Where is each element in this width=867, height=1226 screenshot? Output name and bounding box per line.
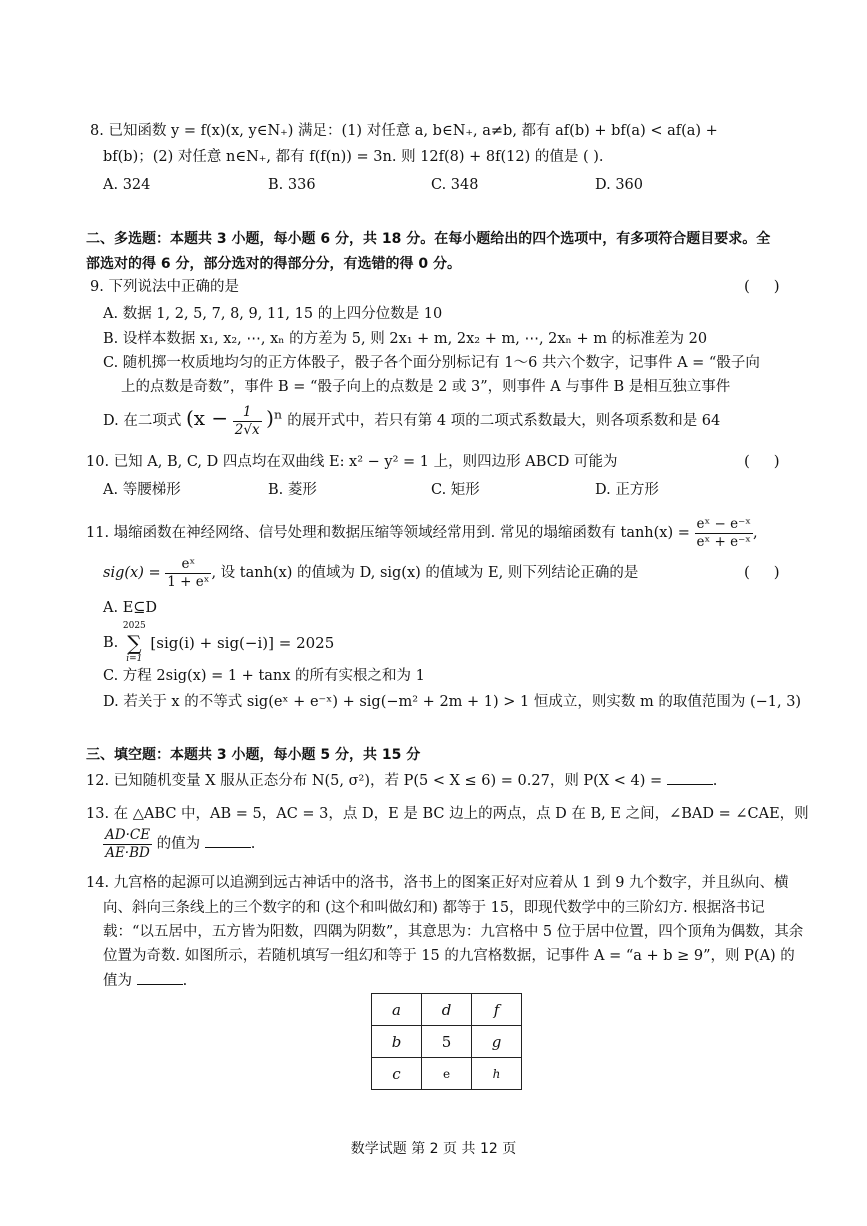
q11-option-d: D. 若关于 x 的不等式 sig(eˣ + e⁻ˣ) + sig(−m² + 2m + 1) > 1 恒成立，则实数 m 的取值范围为 (−1, 3) <box>103 694 802 710</box>
q12-text: 12. 已知随机变量 X 服从正态分布 N(5, σ²)，若 P(5 < X ≤ 6) = 0.27，则 P(X < 4) = <box>86 773 663 789</box>
q11-option-a: A. E⊆D <box>103 600 158 616</box>
q14-answer-blank[interactable] <box>137 970 183 985</box>
q13-fraction <box>103 827 152 862</box>
page-footer: 数学试题 第 2 页 共 12 页 <box>350 1141 517 1157</box>
q11-b-expression: [sig(i) + sig(−i)] = 2025 <box>150 634 335 652</box>
q9-d-prefix: D. 在二项式 <box>103 413 182 429</box>
q10-answer-paren: ( ) <box>744 452 780 470</box>
grid-cell: b <box>372 1026 422 1058</box>
q11-option-b <box>103 620 334 666</box>
q14-line3: 载：“以五居中，五方皆为阳数，四隅为阴数”，其意思为：九宫格中 5 位于居中位置，四个顶角为偶数，其余 <box>103 924 804 940</box>
q11-line1 <box>86 514 758 552</box>
grid-row <box>372 1058 522 1090</box>
grid-row <box>372 1026 522 1058</box>
q9-d-frac-num: 1 <box>233 404 262 422</box>
q10-option-d: D. 正方形 <box>595 482 659 498</box>
grid-cell: e <box>422 1058 472 1090</box>
q14-period: . <box>182 973 188 989</box>
q8-option-d: D. 360 <box>595 177 644 193</box>
q9-option-c-line2: 上的点数是奇数”，事件 B = “骰子向上的点数是 2 或 3”，则事件 A 与事件 B 是相互独立事件 <box>121 379 731 395</box>
grid-cell-center: 5 <box>422 1026 472 1058</box>
q9-option-b: B. 设样本数据 x₁, x₂, ⋯, xₙ 的方差为 5, 则 2x₁ + m, 2x₂ + m, ⋯, 2xₙ + m 的标准差为 20 <box>103 331 708 347</box>
q14-line5 <box>103 970 187 991</box>
q10-option-b: B. 菱形 <box>268 482 317 498</box>
q12-line <box>86 770 717 791</box>
q13-answer-blank[interactable] <box>205 833 251 848</box>
q10-stem: 10. 已知 A, B, C, D 四点均在双曲线 E: x² − y² = 1 上，则四边形 ABCD 可能为 <box>86 454 618 470</box>
q11-tanh-den: eˣ + e⁻ˣ <box>696 533 751 550</box>
grid-row <box>372 994 522 1026</box>
grid-cell: g <box>472 1026 522 1058</box>
q11-line1-text: 11. 塌缩函数在神经网络、信号处理和数据压缩等领域经常用到. 常见的塌缩函数有 tanh(x) = <box>86 525 690 541</box>
q11-tanh-fraction <box>695 516 753 551</box>
grid-cell: d <box>422 994 472 1026</box>
q13-period: . <box>250 836 256 852</box>
q11-b-sum-upper: 2025 <box>122 621 146 631</box>
q8-option-b: B. 336 <box>268 177 316 193</box>
q9-stem: 9. 下列说法中正确的是 <box>90 279 239 295</box>
grid-cell: f <box>472 994 522 1026</box>
q11-b-sum-lower: i=1 <box>126 654 143 664</box>
q9-option-d <box>103 398 720 441</box>
q10-option-c: C. 矩形 <box>431 482 480 498</box>
q9-d-binomial-close: )ⁿ <box>266 406 283 430</box>
q9-d-binomial-open: (x − <box>185 406 229 430</box>
q13-line2 <box>103 824 255 864</box>
q11-line2 <box>103 554 638 592</box>
magic-square-grid <box>371 993 522 1090</box>
q13-text: 的值为 <box>156 836 201 852</box>
q14-text: 值为 <box>103 973 132 989</box>
q9-option-c-line1: C. 随机掷一枚质地均匀的正方体骰子，骰子各个面分别标记有 1～6 共六个数字，记事件 A = “骰子向 <box>103 355 760 371</box>
q8-option-a: A. 324 <box>103 177 151 193</box>
q11-b-summation <box>123 620 146 666</box>
q8-line1: 8. 已知函数 y = f(x)(x, y∈N₊) 满足：(1) 对任意 a, b∈N₊, a≠b, 都有 af(b) + bf(a) < af(a) + <box>90 123 718 139</box>
q11-tanh-num: eˣ − e⁻ˣ <box>696 515 751 532</box>
grid-cell: h <box>472 1058 522 1090</box>
q13-frac-num: AD·CE <box>105 826 151 843</box>
grid-cell: c <box>372 1058 422 1090</box>
q9-d-suffix: 的展开式中，若只有第 4 项的二项式系数最大，则各项系数和是 64 <box>287 413 721 429</box>
q11-b-label: B. <box>103 635 119 651</box>
q8-option-c: C. 348 <box>431 177 479 193</box>
q11-option-c: C. 方程 2sig(x) = 1 + tanx 的所有实根之和为 1 <box>103 668 425 684</box>
section3-heading: 三、填空题：本题共 3 小题，每小题 5 分，共 15 分 <box>86 747 421 763</box>
q11-sig-den: 1 + eˣ <box>167 573 210 590</box>
q11-b-sum-sigma: ∑ <box>127 631 142 655</box>
q14-line4: 位置为奇数. 如图所示，若随机填写一组幻和等于 15 的九宫格数据，记事件 A = “a + b ≥ 9”，则 P(A) 的 <box>103 948 795 964</box>
q14-line1: 14. 九宫格的起源可以追溯到远古神话中的洛书，洛书上的图案正好对应着从 1 到 9 九个数字，并且纵向、横 <box>86 875 789 891</box>
q10-option-a: A. 等腰梯形 <box>103 482 181 498</box>
q9-option-a: A. 数据 1, 2, 5, 7, 8, 9, 11, 15 的上四分位数是 10 <box>103 306 443 322</box>
q9-d-frac-den: 2√x <box>234 421 260 438</box>
q11-sig-fraction <box>165 556 211 591</box>
grid-cell: a <box>372 994 422 1026</box>
q11-answer-paren: ( ) <box>744 563 780 581</box>
q12-period: . <box>712 773 718 789</box>
q9-d-fraction <box>233 404 262 439</box>
q13-frac-den: AE·BD <box>105 844 150 861</box>
q13-line1: 13. 在 △ABC 中，AB = 5，AC = 3，点 D，E 是 BC 边上的两点，点 D 在 B, E 之间，∠BAD = ∠CAE，则 <box>86 806 809 822</box>
section2-heading-line1: 二、多选题：本题共 3 小题，每小题 6 分，共 18 分。在每小题给出的四个选项中，有多项符合题目要求。全 <box>86 231 771 247</box>
q12-answer-blank[interactable] <box>667 770 713 785</box>
q11-line2-text: , 设 tanh(x) 的值域为 D, sig(x) 的值域为 E, 则下列结论正确的是 <box>211 565 639 581</box>
q11-sig-num: eˣ <box>165 556 211 574</box>
q9-answer-paren: ( ) <box>744 277 780 295</box>
q14-line2: 向、斜向三条线上的三个数字的和 (这个和叫做幻和) 都等于 15，即现代数学中的三阶幻方. 根据洛书记 <box>103 900 765 916</box>
q11-sig-def: sig(x) = <box>103 565 161 581</box>
q8-line2: bf(b)；(2) 对任意 n∈N₊, 都有 f(f(n)) = 3n. 则 12f(8) + 8f(12) 的值是 ( ). <box>103 149 604 165</box>
q11-line1-comma: , <box>752 525 758 541</box>
section2-heading-line2: 部选对的得 6 分，部分选对的得部分分，有选错的得 0 分。 <box>86 256 461 272</box>
